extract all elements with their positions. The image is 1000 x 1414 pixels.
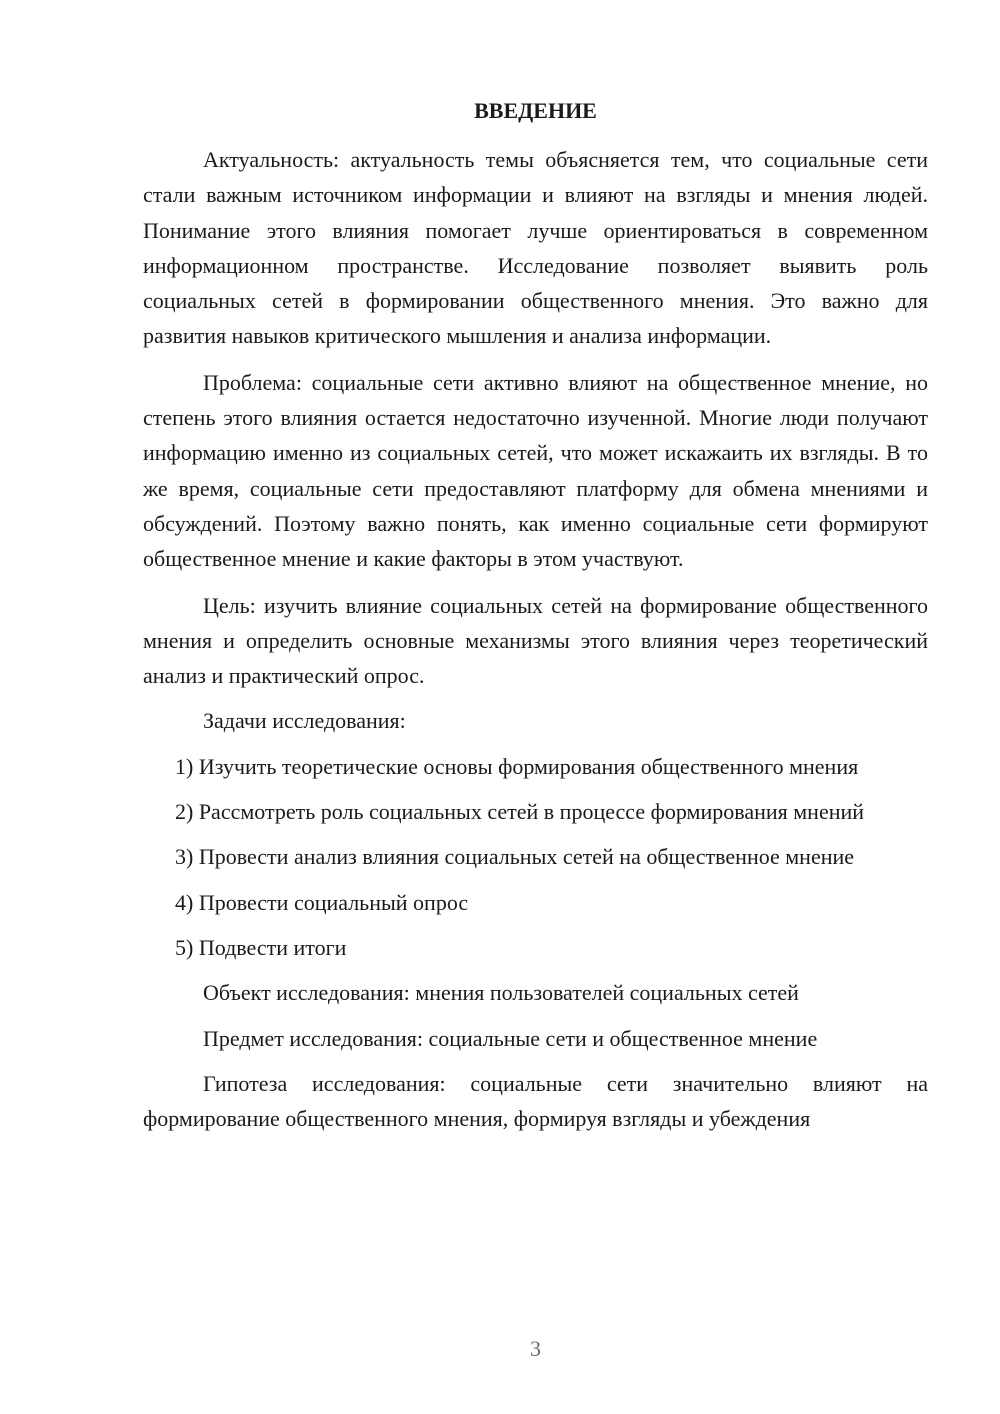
relevance-paragraph: Актуальность: актуальность темы объясняется тем, что социальные сети стали важным источником информации и влияют на взгляды и мнения людей. Понимание этого влияния помогает лучше ориентироваться в современном информационном пространстве. Исследование позволяет выявить роль социальных сетей в формировании общественного мнения. Это важно для развития навыков критического мышления и анализа информации. — [143, 147, 928, 349]
task-item: 4) Провести социальный опрос — [175, 889, 469, 915]
task-item: 2) Рассмотреть роль социальных сетей в процессе формирования мнений — [175, 799, 865, 825]
goal-paragraph: Цель: изучить влияние социальных сетей на формирование общественного мнения и определить основные механизмы этого влияния через теоретический анализ и практический опрос. — [143, 592, 928, 689]
task-item: 1) Изучить теоретические основы формирования общественного мнения — [175, 753, 859, 779]
hypothesis-paragraph: Гипотеза исследования: социальные сети значительно влияют на формирование общественного мнения, формируя взгляды и убеждения — [143, 1070, 928, 1132]
object-paragraph: Объект исследования: мнения пользователей социальных сетей — [203, 980, 799, 1006]
document-body — [143, 142, 928, 1136]
page-title: ВВЕДЕНИЕ — [474, 98, 597, 123]
task-item: 3) Провести анализ влияния социальных сетей на общественное мнение — [175, 844, 855, 870]
task-item: 5) Подвести итоги — [175, 934, 347, 960]
page-number: 3 — [530, 1336, 541, 1361]
tasks-heading: Задачи исследования: — [203, 708, 406, 734]
subject-paragraph: Предмет исследования: социальные сети и общественное мнение — [203, 1025, 818, 1051]
problem-paragraph: Проблема: социальные сети активно влияют на общественное мнение, но степень этого влияния остается недостаточно изученной. Многие люди получают информацию именно из социальных сетей, что может искажаить их взгляды. В то же время, социальные сети предоставляют платформу для обмена мнениями и обсуждений. Поэтому важно понять, как именно социальные сети формируют общественное мнение и какие факторы в этом участвуют. — [143, 369, 928, 572]
document-page — [143, 0, 928, 1414]
